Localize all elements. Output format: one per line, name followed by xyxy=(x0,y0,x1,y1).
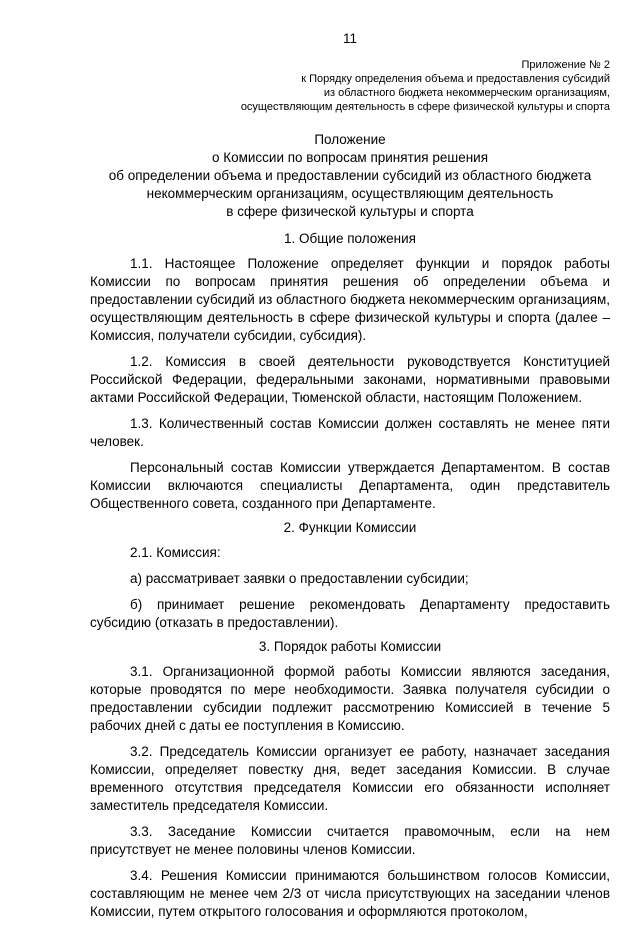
paragraph-3-3: 3.3. Заседание Комиссии считается правомочным, если на нем присутствует не менее половины членов Комиссии. xyxy=(90,824,610,857)
paragraph-1-4: Персональный состав Комиссии утверждается Департаментом. В состав Комиссии включаются специалисты Департамента, один представитель Общественного совета, созданного при Департаменте. xyxy=(90,460,610,511)
paragraph-3-2: 3.2. Председатель Комиссии организует ее работу, назначает заседания Комиссии, определяет повестку дня, ведет заседания Комиссии. В случае временного отсутствия председателя Комиссии его обязанности исполняет заместитель председателя Комиссии. xyxy=(90,744,610,813)
page-number: 11 xyxy=(342,31,357,46)
title-line-1: Положение xyxy=(314,132,386,147)
appendix-line-4: осуществляющим деятельность в сфере физической культуры и спорта xyxy=(240,101,610,113)
paragraph-3-4: 3.4. Решения Комиссии принимаются большинством голосов Комиссии, составляющим не менее чем 2/3 от числа присутствующих на заседании членов Комиссии, путем открытого голосования и оформляются протоколом, xyxy=(90,868,610,919)
appendix-line-3: из областного бюджета некоммерческим организациям, xyxy=(323,87,610,99)
appendix-header xyxy=(90,58,610,114)
title-line-2: о Комиссии по вопросам принятия решения xyxy=(211,150,489,165)
section-2-heading: 2. Функции Комиссии xyxy=(283,520,417,535)
paragraph-2-a: а) рассматривает заявки о предоставлении субсидии; xyxy=(130,571,469,586)
section-1-heading: 1. Общие положения xyxy=(284,231,416,246)
paragraph-1-1: 1.1. Настоящее Положение определяет функции и порядок работы Комиссии по вопросам принятия решения об определении объема и предоставлении субсидий из областного бюджета некоммерческим организациям, осуществляющим деятельность в сфере физической культуры и спорта (далее – Комиссия, получатели субсидии, субсидия). xyxy=(90,256,610,343)
title-line-4: некоммерческим организациям, осуществляющим деятельность xyxy=(146,186,554,201)
appendix-line-2: к Порядку определения объема и предоставления субсидий xyxy=(301,73,610,85)
title-line-3: об определении объема и предоставлении субсидий из областного бюджета xyxy=(108,168,592,183)
paragraph-1-2: 1.2. Комиссия в своей деятельности руководствуется Конституцией Российской Федерации, федеральными законами, нормативными правовыми актами Российской Федерации, Тюменской области, настоящим Положением. xyxy=(90,354,610,405)
paragraph-1-3: 1.3. Количественный состав Комиссии должен составлять не менее пяти человек. xyxy=(90,416,610,449)
paragraph-3-1: 3.1. Организационной формой работы Комиссии являются заседания, которые проводятся по мере необходимости. Заявка получателя субсидии о предоставлении субсидии подлежит рассмотрению Комиссией в течение 5 рабочих дней с даты ее поступления в Комиссию. xyxy=(90,664,610,733)
paragraph-2-b: б) принимает решение рекомендовать Департаменту предоставить субсидию (отказать в предоставлении). xyxy=(90,597,610,630)
appendix-line-1: Приложение № 2 xyxy=(521,59,610,71)
paragraph-2-1: 2.1. Комиссия: xyxy=(130,545,221,560)
document-page xyxy=(90,30,610,929)
section-3-heading: 3. Порядок работы Комиссии xyxy=(258,639,442,654)
title-line-5: в сфере физической культуры и спорта xyxy=(226,204,474,219)
document-title xyxy=(90,131,610,221)
